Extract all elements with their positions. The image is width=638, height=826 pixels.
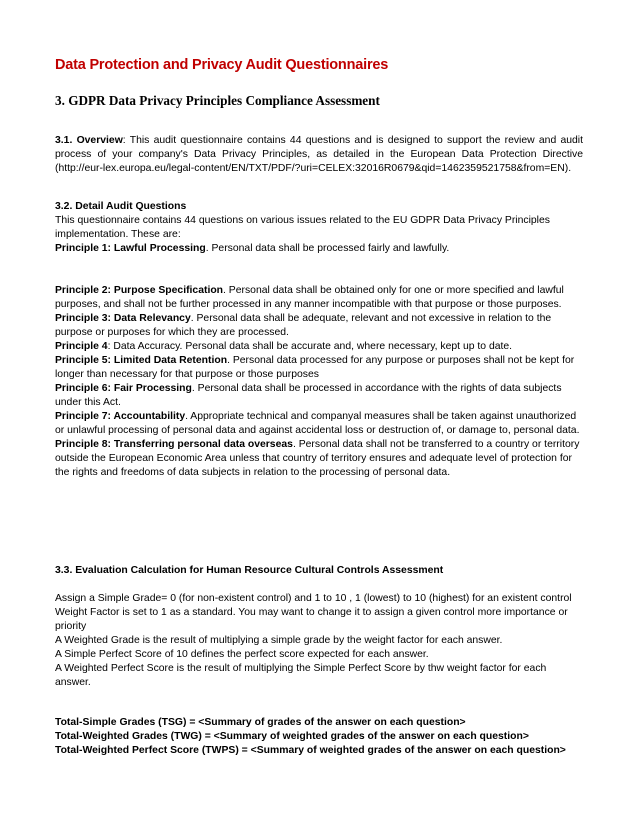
evaluation-line: A Simple Perfect Score of 10 defines the perfect score expected for each answer.	[55, 649, 429, 660]
principles-list	[55, 284, 583, 480]
detail-intro: This questionnaire contains 44 questions on various issues related to the EU GDPR Data Privacy Principles implementation. These are:	[55, 215, 550, 240]
principle-item: Principle 1: Lawful Processing. Personal data shall be processed fairly and lawfully.	[55, 243, 450, 254]
total-line: Total-Weighted Perfect Score (TWPS) = <Summary of weighted grades of the answer on each question>	[55, 745, 566, 756]
detail-heading: 3.2. Detail Audit Questions	[55, 201, 187, 212]
overview-label: 3.1. Overview	[55, 135, 123, 146]
evaluation-line: A Weighted Grade is the result of multiplying a simple grade by the weight factor for each answer.	[55, 635, 503, 646]
principle-item: Principle 2: Purpose Specification. Personal data shall be obtained only for one or more specified and lawful purposes, and shall not be further processed in any manner incompatible with that purpose or those purposes.	[55, 285, 564, 310]
detail-audit-questions	[55, 200, 583, 256]
principle-item: Principle 3: Data Relevancy. Personal data shall be adequate, relevant and not excessive in relation to the purpose or purposes for which they are processed.	[55, 313, 552, 338]
evaluation-heading: 3.3. Evaluation Calculation for Human Resource Cultural Controls Assessment	[55, 565, 444, 576]
totals-block	[55, 716, 583, 758]
overview-paragraph	[55, 134, 583, 176]
total-line: Total-Weighted Grades (TWG) = <Summary of weighted grades of the answer on each question>	[55, 731, 529, 742]
overview-text: : This audit questionnaire contains 44 questions and is designed to support the review and audit process of your company's Data Privacy Principles, as detailed in the European Data Protection Directive (http://eur-lex.europa.eu/legal-content/EN/TXT/PDF/?uri=CELEX:32016R0679&qid=1462359521758&from=EN).	[55, 135, 583, 174]
principle-item: Principle 7: Accountability. Appropriate technical and companyal measures shall be taken against unauthorized or unlawful processing of personal data and against accidental loss or destruction of, or damage to, personal data.	[55, 411, 580, 436]
evaluation-line: A Weighted Perfect Score is the result of multiplying the Simple Perfect Score by thw weight factor for each answer.	[55, 663, 547, 688]
principle-item: Principle 4: Data Accuracy. Personal data shall be accurate and, where necessary, kept up to date.	[55, 341, 513, 352]
evaluation-heading-block	[55, 564, 583, 578]
evaluation-line: Weight Factor is set to 1 as a standard. You may want to change it to assign a given control more importance or priority	[55, 607, 568, 632]
evaluation-line: Assign a Simple Grade= 0 (for non-existent control) and 1 to 10 , 1 (lowest) to 10 (highest) for an existent control	[55, 593, 572, 604]
document-title: Data Protection and Privacy Audit Questionnaires	[55, 57, 389, 73]
evaluation-paragraphs	[55, 592, 583, 690]
principle-item: Principle 6: Fair Processing. Personal data shall be processed in accordance with the rights of data subjects under this Act.	[55, 383, 562, 408]
total-line: Total-Simple Grades (TSG) = <Summary of grades of the answer on each question>	[55, 717, 466, 728]
principle-item: Principle 5: Limited Data Retention. Personal data processed for any purpose or purposes shall not be kept for longer than necessary for that purpose or those purposes	[55, 355, 575, 380]
principle-item: Principle 8: Transferring personal data overseas. Personal data shall not be transferred to a country or territory outside the European Economic Area unless that country of territory ensures and adequate level of protection for the rights and freedoms of data subjects in relation to the processing of personal data.	[55, 439, 580, 478]
section-heading: 3. GDPR Data Privacy Principles Compliance Assessment	[55, 93, 380, 108]
